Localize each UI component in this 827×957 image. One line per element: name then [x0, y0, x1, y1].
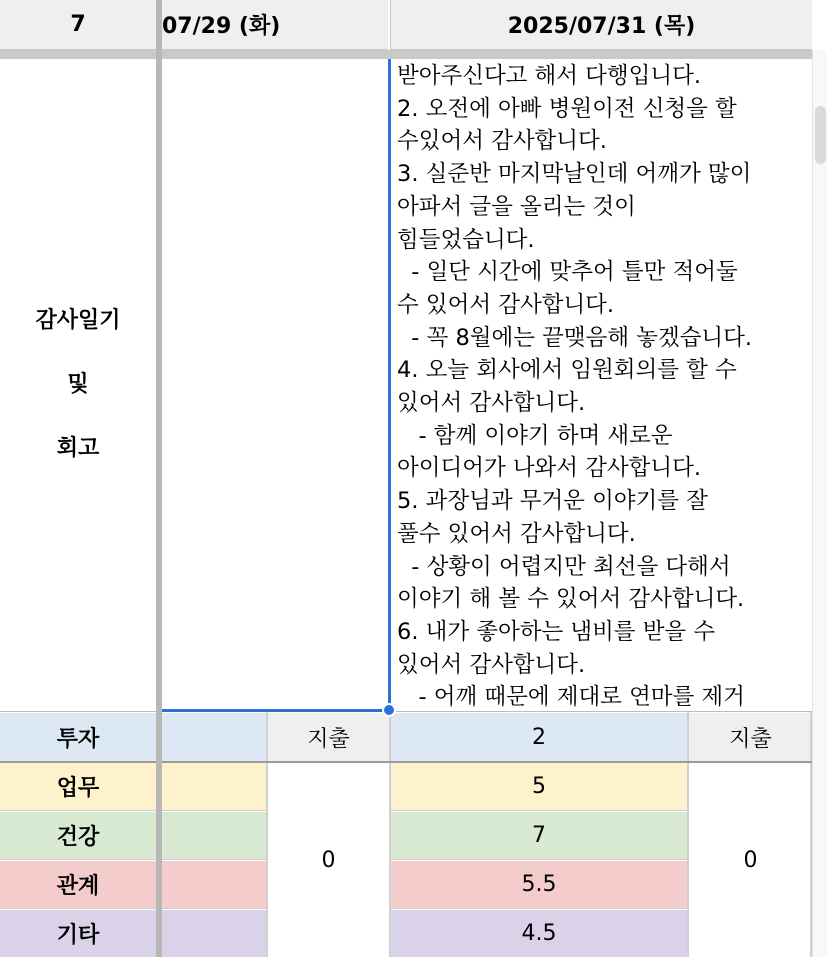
gridline	[0, 761, 812, 763]
invest-cell-0729[interactable]	[162, 713, 266, 761]
invest-value-0731[interactable]: 2	[391, 713, 687, 761]
row-label-relation[interactable]: 관계	[0, 861, 156, 908]
work-cell-0729[interactable]	[162, 763, 266, 810]
journal-label-line1: 감사일기	[35, 307, 121, 333]
gridline	[389, 859, 689, 860]
vertical-scrollbar-track[interactable]	[812, 50, 827, 957]
gridline	[0, 810, 268, 811]
gridline	[687, 711, 689, 957]
other-cell-0729[interactable]	[162, 910, 266, 957]
row-label-work[interactable]: 업무	[0, 763, 156, 810]
row-label-other[interactable]: 기타	[0, 910, 156, 957]
row-label-invest[interactable]: 투자	[0, 713, 156, 761]
journal-cell-0729[interactable]	[162, 59, 388, 710]
gridline	[0, 908, 268, 909]
gridline	[389, 908, 689, 909]
journal-cell-0731[interactable]: 받아주신다고 해서 다행입니다. 2. 오전에 아빠 병원이전 신청을 할 수있어서 감사합니다. 3. 실준반 마지막날인데 어깨가 많이 아파서 글을 올리는 것이 힘들었습니다. - 일단 시간에 맞추어 틀만 적어둘 수 있어서 감사합니다. - 꼭 8월에는 끝맺음해 놓겠습니다. 4. 오늘 회사에서 임원회의를 할 수 있어서 감사합니다. - 함께 이야기 하며 새로운 아이디어가 나와서 감사합니다. 5. 과장님과 무거운 이야기를 잘 풀수 있어서 감사합니다. - 상황이 어렵지만 최선을 다해서 이야기 해 볼 수 있어서 감사합니다. 6. 내가 좋아하는 냄비를 받을 수 있어서 감사합니다. - 어깨 때문에 제대로 연마를 제거	[397, 63, 753, 710]
selection-border-bottom	[162, 709, 390, 712]
gridline	[389, 810, 689, 811]
relation-cell-0729[interactable]	[162, 861, 266, 908]
other-value-0731[interactable]: 4.5	[391, 910, 687, 957]
column-header-0731[interactable]: 2025/07/31 (목)	[391, 0, 812, 50]
expense-label-0731[interactable]: 지출	[689, 713, 812, 761]
expense-value-0729[interactable]: 0	[268, 763, 389, 957]
gridline	[0, 859, 268, 860]
gridline	[389, 711, 391, 957]
gridline	[266, 711, 268, 957]
expense-value-0731[interactable]: 0	[689, 763, 812, 957]
work-value-0731[interactable]: 5	[391, 763, 687, 810]
gridline	[0, 711, 812, 712]
vertical-scrollbar-thumb[interactable]	[815, 106, 826, 164]
frozen-column-divider[interactable]	[156, 0, 162, 957]
journal-label-cell[interactable]	[0, 59, 156, 710]
expense-label-0729[interactable]: 지출	[268, 713, 389, 761]
relation-value-0731[interactable]: 5.5	[391, 861, 687, 908]
health-value-0731[interactable]: 7	[391, 812, 687, 859]
column-header-0729[interactable]: 07/29 (화)	[162, 0, 388, 50]
selection-border-left	[388, 59, 391, 714]
selection-fill-handle[interactable]	[382, 703, 396, 717]
column-header-7[interactable]: 7	[0, 0, 156, 50]
journal-label-line2: 및	[67, 371, 89, 397]
row-label-health[interactable]: 건강	[0, 812, 156, 859]
header-divider	[390, 0, 391, 50]
frozen-row-divider[interactable]	[0, 50, 812, 59]
health-cell-0729[interactable]	[162, 812, 266, 859]
journal-label-line3: 회고	[56, 435, 100, 461]
